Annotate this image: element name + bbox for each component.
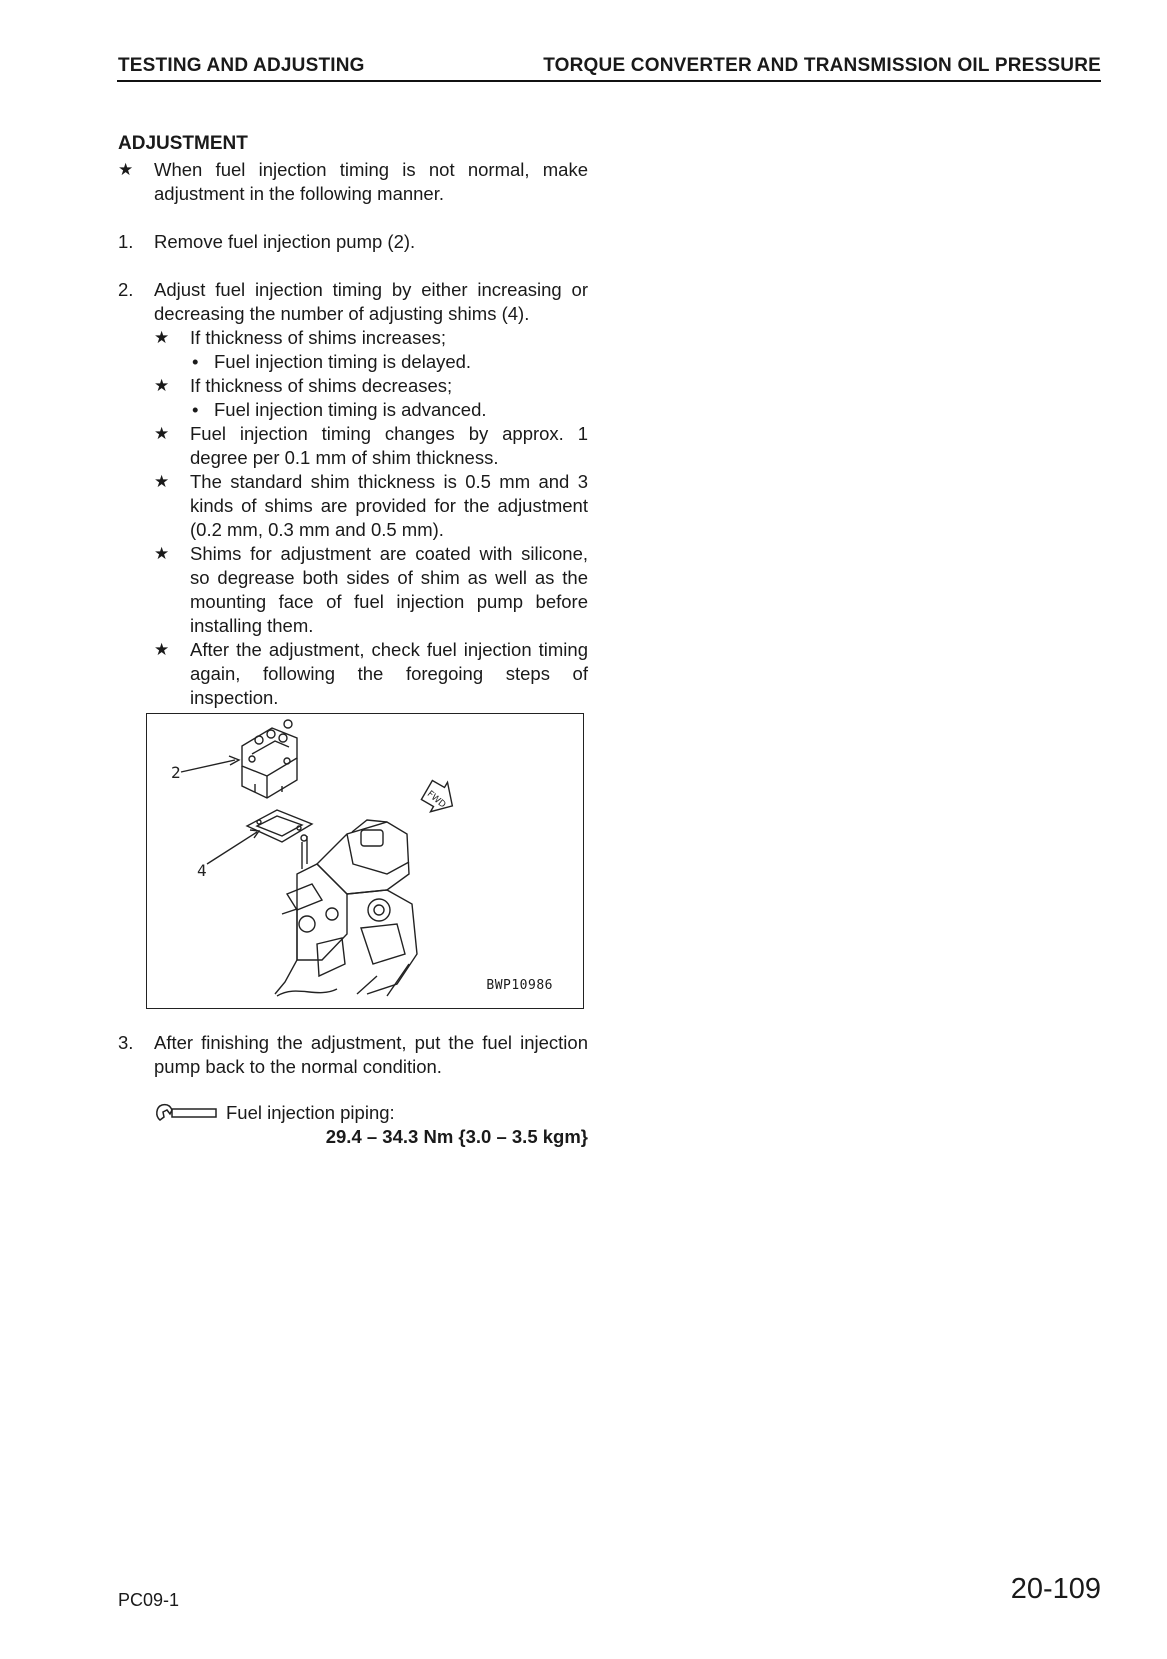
bullet-icon: • — [192, 351, 199, 372]
intro-note-text: When fuel injection timing is not normal, make adjustment in the following manner. — [154, 159, 588, 204]
step2-note — [154, 470, 588, 542]
step-1 — [118, 230, 588, 254]
header-rule — [117, 80, 1101, 82]
star-icon: ★ — [154, 376, 170, 395]
step-2 — [118, 278, 588, 326]
step2-note — [154, 638, 588, 710]
injection-pump-top — [242, 728, 297, 776]
torque-value: 29.4 – 34.3 Nm {3.0 – 3.5 kgm} — [325, 1126, 588, 1147]
star-icon: ★ — [154, 424, 170, 443]
star-icon: ★ — [118, 160, 134, 179]
star-icon: ★ — [154, 472, 170, 491]
callout-line-shim — [207, 832, 257, 864]
intro-note — [118, 158, 588, 206]
step2-note-bullet-text: Fuel injection timing is delayed. — [214, 351, 472, 372]
step2-note-text: After the adjustment, check fuel injection timing again, following the foregoing steps of inspection. — [190, 639, 588, 708]
step2-note — [154, 374, 588, 398]
bullet-icon: • — [192, 399, 199, 420]
star-icon: ★ — [154, 544, 170, 563]
engine-side — [297, 864, 347, 960]
engine-head — [317, 822, 409, 894]
fwd-label: FWD — [424, 789, 448, 811]
header-topic-title: TORQUE CONVERTER AND TRANSMISSION OIL PRESSURE — [543, 55, 1101, 76]
step2-note-text: Shims for adjustment are coated with silicone, so degrease both sides of shim as well as the mounting face of fuel injection pump before installing them. — [190, 543, 588, 636]
callout-label-shim: 4 — [197, 861, 207, 880]
step-number: 3. — [118, 1032, 134, 1053]
step-3 — [118, 1031, 588, 1079]
header-section-title: TESTING AND ADJUSTING — [118, 55, 365, 76]
step2-note — [154, 542, 588, 638]
callout-line-pump — [181, 760, 235, 772]
figure-code: BWP10986 — [486, 978, 553, 993]
step-text: After finishing the adjustment, put the fuel injection pump back to the normal condition. — [154, 1032, 588, 1077]
section-heading: ADJUSTMENT — [118, 133, 248, 154]
step2-note-text: If thickness of shims decreases; — [190, 375, 453, 396]
torque-spec — [154, 1101, 588, 1149]
step2-note-bullet — [190, 350, 588, 374]
engine-illustration — [147, 714, 582, 1007]
engine-figure — [146, 713, 584, 1009]
torque-label: Fuel injection piping: — [226, 1102, 395, 1123]
footer-page-number: 20-109 — [1010, 1573, 1101, 1605]
step-number: 2. — [118, 279, 134, 300]
footer-model: PC09-1 — [118, 1590, 180, 1610]
step-number: 1. — [118, 231, 134, 252]
step2-note-text: If thickness of shims increases; — [190, 327, 447, 348]
step2-note-text: Fuel injection timing changes by approx. 1 degree per 0.1 mm of shim thickness. — [190, 423, 588, 468]
step-text: Adjust fuel injection timing by either increasing or decreasing the number of adjusting shims (4). — [154, 279, 588, 324]
star-icon: ★ — [154, 640, 170, 659]
step2-note-text: The standard shim thickness is 0.5 mm and 3 kinds of shims are provided for the adjustment (0.2 mm, 0.3 mm and 0.5 mm). — [190, 471, 588, 540]
step2-note — [154, 422, 588, 470]
torque-wrench-icon — [154, 1102, 220, 1124]
star-icon: ★ — [154, 328, 170, 347]
step2-note-bullet-text: Fuel injection timing is advanced. — [214, 399, 487, 420]
main-column — [118, 132, 588, 1149]
step-text: Remove fuel injection pump (2). — [154, 231, 416, 252]
callout-label-pump: 2 — [171, 763, 181, 782]
step2-note-bullet — [190, 398, 588, 422]
step2-note — [154, 326, 588, 350]
